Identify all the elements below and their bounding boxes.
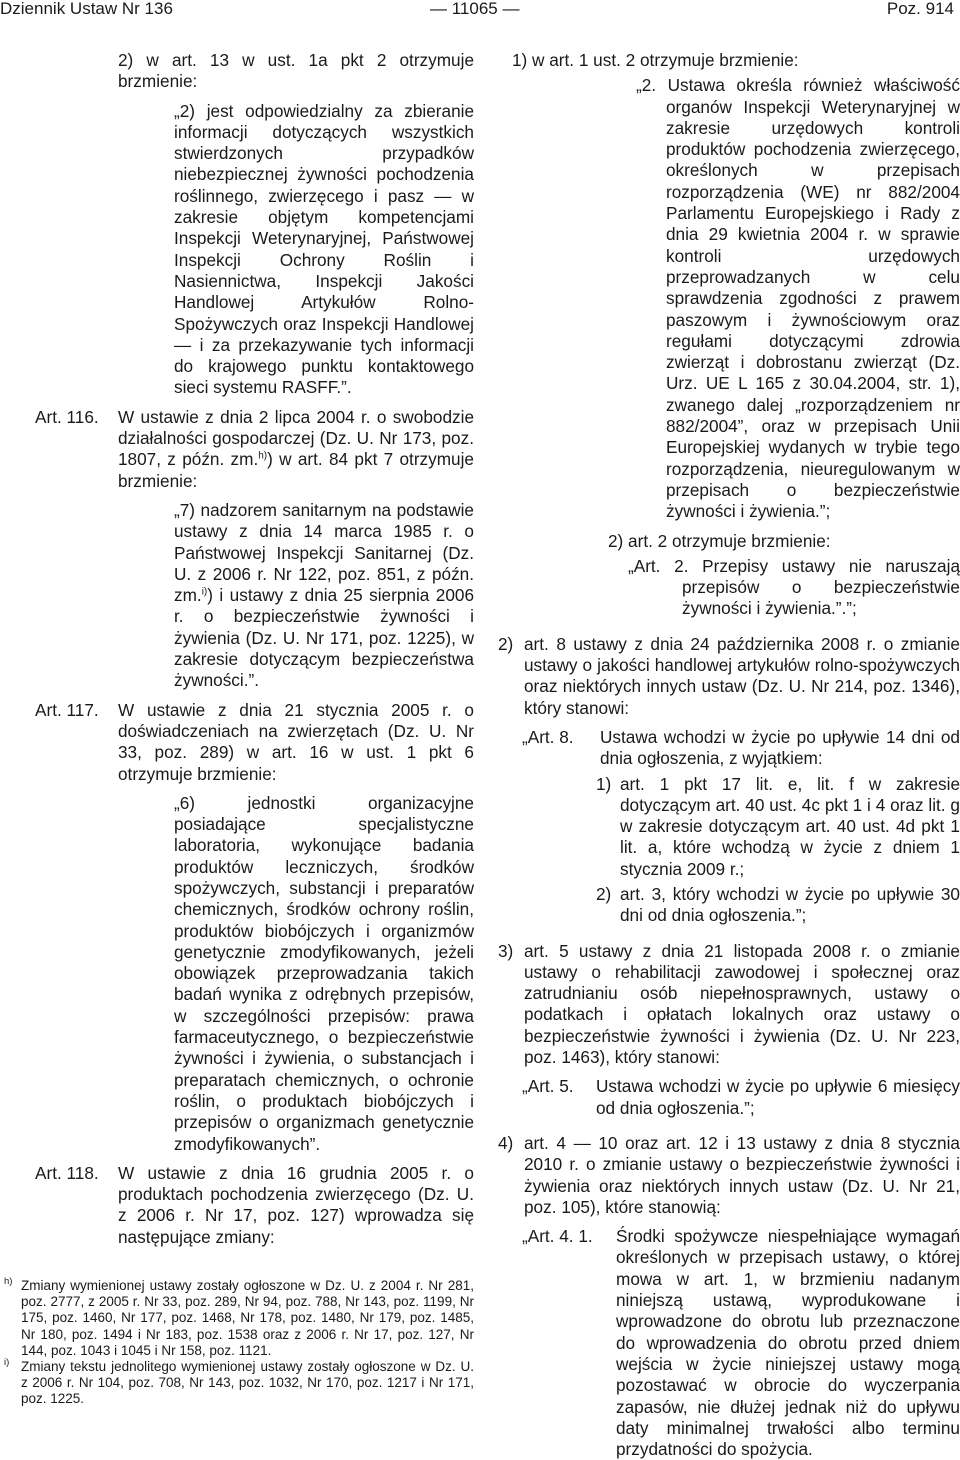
footnote-mark: i) [4, 1357, 10, 1369]
page-number: — 11065 — [430, 0, 520, 18]
article-text: W ustawie z dnia 21 stycznia 2005 r. o doświadczeniach na zwierzętach (Dz. U. Nr 33, poz. 289) w art. 16 w ust. 1 pkt 6 otrzymuje brzmienie: [118, 699, 474, 784]
quoted-provision: „2) jest odpowiedzialny za zbieranie informacji dotyczących wszystkich stwierdzonych przypadków niebezpiecznej żywności pochodzenia roślinnego, zwierzęcego i pasz — w zakresie objętym kompetencjami Inspekcji Weterynaryjnej, Państwowej Inspekcji Ochrony Roślin i Nasiennictwa, Inspekcji Jakości Handlowej Artykułów Rolno-Spożywczych oraz Inspekcji Handlowej — i za przekazywanie tych informacji do krajowego punktu kontaktowego sieci systemu RASFF.”. [174, 100, 474, 398]
quote-part: ) i ustawy z dnia 25 sierpnia 2006 r. o bezpieczeństwie żywności i żywienia (Dz. U. Nr 171, poz. 1225), w zakresie dotyczącym bezpieczeństwa żywności.”. [174, 585, 474, 691]
quote-text: Środki spożywcze niespełniające wymagań określonych w przepisach ustawy, o której mowa w art. 1, w brzmieniu nadanym niniejszą ustawą, wyprodukowane i wprowadzone do obrotu lub przeznaczone do wprowadzenia do obrotu przed dniem wejścia w życie niniejszej ustawy mogą pozostawać w obrocie do wyczerpania zapasów, nie dłużej jednak niż do upływu daty minimalnej trwałości albo terminu przydatności do spożycia. [616, 1226, 960, 1460]
point-text: art. 8 ustawy z dnia 24 października 2008 r. o zmianie ustawy o jakości handlowej artykułów rolno-spożywczych oraz niektórych innych ustaw (Dz. U. Nr 214, poz. 1346), który stanowi: [524, 633, 960, 718]
page-header [0, 0, 960, 30]
journal-title: Dziennik Ustaw Nr 136 [0, 0, 173, 18]
article-116 [35, 407, 474, 492]
footnote-ref: h) [258, 450, 268, 462]
article-text-part: W ustawie z dnia 2 lipca 2004 r. o swobodzie działalności gospodarczej (Dz. U. Nr 173, poz. 1807, z późn. zm. [118, 406, 474, 470]
point-2-quote [498, 727, 960, 770]
position-number: Poz. 914 [886, 0, 954, 18]
article-118 [35, 1163, 474, 1248]
quote-text: Ustawa wchodzi w życie po upływie 6 miesięcy od dnia ogłoszenia.”; [596, 1076, 960, 1118]
item-1-quote: „2. Ustawa określa również właściwość organów Inspekcji Weterynaryjnej w zakresie urzędowych kontroli produktów pochodzenia zwierzęcego, określonych w przepisach rozporządzenia (WE) nr 882/2004 Parlamentu Europejskiego i Rady z dnia 29 kwietnia 2004 r. w sprawie kontroli urzędowych przeprowadzanych w celu sprawdzenia zgodności z prawem paszowym i żywnościowym oraz regułami dotyczącymi zdrowia zwierząt i dobrostanu zwierząt (Dz. Urz. UE L 165 z 30.04.2004, str. 1), zwanego dalej „rozporządzeniem nr 882/2004”, oraz w przepisach Unii Europejskiej wydanych w trybie tego rozporządzenia, nieuregulowanym w przepisach o bezpieczeństwie żywności i żywienia.”; [636, 75, 960, 522]
quote-label: „Art. 5. [522, 1076, 574, 1097]
footnote-ref: i) [201, 586, 208, 598]
point-label: 3) [498, 940, 514, 961]
point-label: 2) [498, 633, 514, 654]
quote-label: „Art. 8. [522, 726, 574, 747]
quoted-provision [118, 500, 474, 692]
left-column [35, 50, 474, 1248]
footnote-i [0, 1359, 474, 1408]
article-text: W ustawie z dnia 16 grudnia 2005 r. o produktach pochodzenia zwierzęcego (Dz. U. z 2006 r. Nr 17, poz. 127) wprowadza się następujące zmiany: [118, 1162, 474, 1247]
article-text-part: ) w art. 84 pkt 7 otrzymuje brzmienie: [118, 449, 474, 491]
footnote-mark: h) [4, 1276, 13, 1287]
point-4-quote [498, 1226, 960, 1460]
amendment-intro: 2) w art. 13 w ust. 1a pkt 2 otrzymuje brzmienie: [118, 50, 474, 92]
right-column [498, 50, 960, 1460]
footnote-h [0, 1278, 474, 1359]
article-label: Art. 118. [35, 1162, 99, 1183]
point-text: art. 4 — 10 oraz art. 12 i 13 ustawy z dnia 8 stycznia 2010 r. o zmianie ustawy o bezpieczeństwie żywności i żywienia oraz niektórych innych ustaw (Dz. U. Nr 21, poz. 105), które stanowią: [524, 1132, 960, 1217]
article-label: Art. 116. [35, 406, 99, 427]
point-text: art. 5 ustawy z dnia 21 listopada 2008 r. o zmianie ustawy o rehabilitacji zawodowej i społecznej oraz zatrudnianiu osób niepełnosprawnych, ustawy o podatkach i opłatach lokalnych oraz ustawy o bezpieczeństwie żywności i żywienia (Dz. U. Nr 223, poz. 1463), który stanowi: [524, 940, 960, 1068]
article-label: Art. 117. [35, 699, 99, 720]
sub-text: art. 3, który wchodzi w życie po upływie 30 dni od dnia ogłoszenia.”; [620, 883, 960, 926]
item-2-intro: 2) art. 2 otrzymuje brzmienie: [608, 530, 831, 551]
item-1-intro: 1) w art. 1 ust. 2 otrzymuje brzmienie: [512, 50, 799, 70]
point-label: 4) [498, 1132, 514, 1153]
point-2 [498, 634, 960, 719]
quote-part: „7) nadzorem sanitarnym na podstawie ustawy z dnia 14 marca 1985 r. o Państwowej Inspekcji Sanitarnej (Dz. U. z 2006 r. Nr 122, poz. 851, z późn. zm. [174, 499, 474, 606]
point-3 [498, 941, 960, 1069]
article-117 [35, 700, 474, 785]
point-2-sub-1 [498, 774, 960, 880]
item-2-quote: „Art. 2. Przepisy ustawy nie naruszają przepisów o bezpieczeństwie żywności i żywienia.”.”; [628, 555, 960, 619]
point-4 [498, 1133, 960, 1218]
point-3-quote [498, 1076, 960, 1119]
sub-label: 2) [596, 883, 612, 904]
sub-text: art. 1 pkt 17 lit. e, lit. f w zakresie dotyczącym art. 40 ust. 4c pkt 1 i 4 oraz lit. g w zakresie dotyczącym art. 40 ust. 4d pkt 1 lit. a, które wchodzą w życie z dniem 1 stycznia 2009 r.; [620, 773, 960, 879]
quote-text: Ustawa wchodzi w życie po upływie 14 dni od dnia ogłoszenia, z wyjątkiem: [600, 726, 960, 769]
footnotes [0, 1278, 474, 1408]
quoted-provision: „6) jednostki organizacyjne posiadające specjalistyczne laboratoria, wykonujące badania produktów leczniczych, środków spożywczych, substancji i preparatów chemicznych, środków ochrony roślin, produktów biobójczych i organizmów genetycznie zmodyfikowanych, jeżeli obowiązek przeprowadzania takich badań wynika z odrębnych przepisów, w szczególności przepisów: prawa farmaceutycznego, o bezpieczeństwie żywności i żywienia, o substancjach i preparatach chemicznych, o ochronie roślin, o produktach biobójczych i przepisów o organizmach genetycznie zmodyfikowanych”. [174, 792, 474, 1154]
point-2-sub-2 [498, 884, 960, 927]
quote-label: „Art. 4. 1. [522, 1226, 593, 1247]
footnote-text: Zmiany wymienionej ustawy zostały ogłoszone w Dz. U. z 2004 r. Nr 281, poz. 2777, z 2005 r. Nr 33, poz. 289, Nr 94, poz. 788, Nr 143, poz. 1199, Nr 175, poz. 1460, Nr 177, poz. 1468, Nr 178, poz. 1480, Nr 179, poz. 1485, Nr 180, poz. 1494 i Nr 183, poz. 1538 oraz z 2006 r. Nr 17, poz. 127, Nr 144, poz. 1043 i 1045 i Nr 158, poz. 1121. [21, 1278, 474, 1358]
sub-label: 1) [596, 773, 612, 794]
article-text [118, 407, 474, 492]
footnote-text: Zmiany tekstu jednolitego wymienionej ustawy zostały ogłoszone w Dz. U. z 2006 r. Nr 104, poz. 708, Nr 143, poz. 1032, Nr 170, poz. 1217 i Nr 171, poz. 1225. [21, 1359, 474, 1407]
